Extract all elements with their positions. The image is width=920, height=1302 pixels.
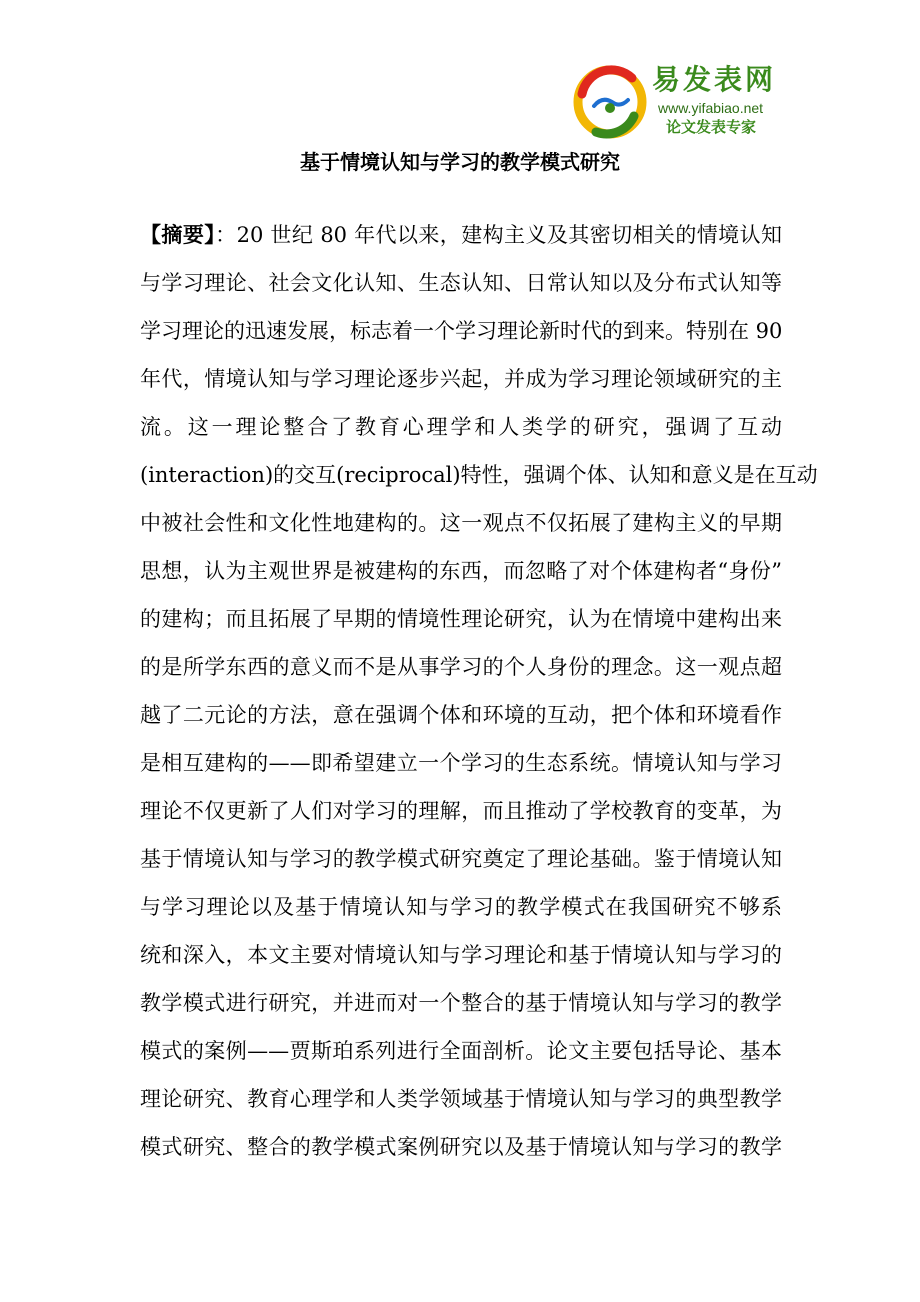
logo-url: www.yifabiao.net xyxy=(658,100,764,116)
abstract-line: 越了二元论的方法，意在强调个体和环境的互动，把个体和环境看作 xyxy=(140,703,782,727)
abstract-line: 模式的案例——贾斯珀系列进行全面剖析。论文主要包括导论、基本 xyxy=(140,1039,782,1063)
abstract-line: 理论研究、教育心理学和人类学领域基于情境认知与学习的典型教学 xyxy=(140,1087,782,1111)
abstract-line: 年代，情境认知与学习理论逐步兴起，并成为学习理论领域研究的主 xyxy=(140,367,782,391)
abstract-line: (interaction)的交互(reciprocal)特性，强调个体、认知和意义是在互动 xyxy=(140,463,818,487)
abstract-label: 【摘要】 xyxy=(140,223,216,247)
document-title: 基于情境认知与学习的教学模式研究 xyxy=(300,150,620,174)
abstract-line: 基于情境认知与学习的教学模式研究奠定了理论基础。鉴于情境认知 xyxy=(140,847,782,871)
abstract-line-text: ：20 世纪 80 年代以来，建构主义及其密切相关的情境认知 xyxy=(215,223,783,247)
abstract-line: 学习理论的迅速发展，标志着一个学习理论新时代的到来。特别在 90 xyxy=(140,319,783,343)
abstract-line: 教学模式进行研究，并进而对一个整合的基于情境认知与学习的教学 xyxy=(140,991,782,1015)
abstract-line: 中被社会性和文化性地建构的。这一观点不仅拓展了建构主义的早期 xyxy=(140,511,782,535)
abstract-line: 与学习理论以及基于情境认知与学习的教学模式在我国研究不够系 xyxy=(140,895,782,919)
abstract-line: 的建构；而且拓展了早期的情境性理论研究，认为在情境中建构出来 xyxy=(140,607,782,631)
abstract-line: 是相互建构的——即希望建立一个学习的生态系统。情境认知与学习 xyxy=(140,751,782,775)
abstract-line: 流。这一理论整合了教育心理学和人类学的研究，强调了互动 xyxy=(140,415,782,439)
abstract-line: 模式研究、整合的教学模式案例研究以及基于情境认知与学习的教学 xyxy=(140,1135,782,1159)
abstract-line: 理论不仅更新了人们对学习的理解，而且推动了学校教育的变革，为 xyxy=(140,799,782,823)
abstract-line: 与学习理论、社会文化认知、生态认知、日常认知以及分布式认知等 xyxy=(140,271,782,295)
abstract-line: 统和深入，本文主要对情境认知与学习理论和基于情境认知与学习的 xyxy=(140,943,782,967)
abstract-line: 思想，认为主观世界是被建构的东西，而忽略了对个体建构者“身份” xyxy=(140,559,782,583)
site-logo xyxy=(572,62,782,142)
logo-slogan: 论文发表专家 xyxy=(666,118,757,136)
logo-swirl-icon xyxy=(572,64,648,140)
abstract-body xyxy=(140,211,818,1171)
abstract-line xyxy=(140,211,782,259)
abstract-line: 的是所学东西的意义而不是从事学习的个人身份的理念。这一观点超 xyxy=(140,655,782,679)
logo-name: 易发表网 xyxy=(652,63,777,96)
